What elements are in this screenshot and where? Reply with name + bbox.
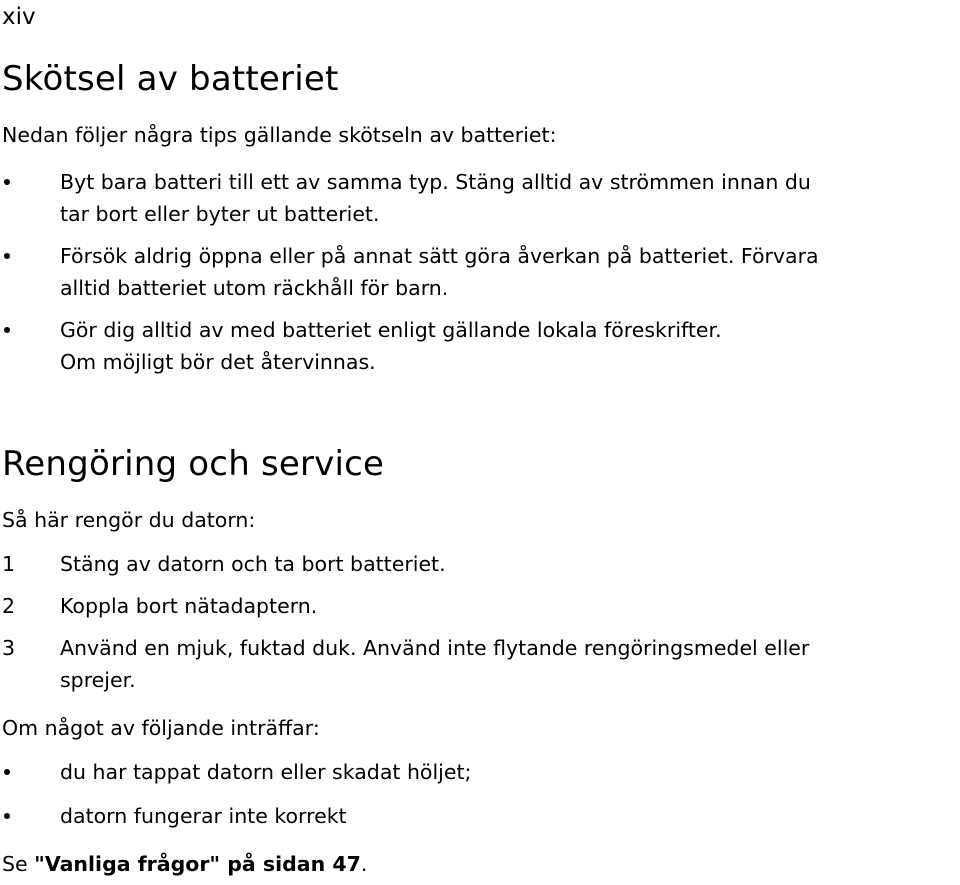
battery-care-heading: Skötsel av batteriet <box>2 59 339 99</box>
bullet-icon <box>4 769 10 775</box>
bullet-icon <box>4 327 10 333</box>
battery-tip-line: Gör dig alltid av med batteriet enligt gällande lokala föreskrifter. <box>60 318 722 342</box>
step-text: sprejer. <box>60 668 136 692</box>
battery-tip-line: tar bort eller byter ut batteriet. <box>60 202 380 226</box>
step-text: Koppla bort nätadaptern. <box>60 594 318 618</box>
cleaning-step-item <box>0 632 960 696</box>
step-text: Använd en mjuk, fuktad duk. Använd inte flytande rengöringsmedel eller <box>60 636 810 660</box>
battery-tip-line: Byt bara batteri till ett av samma typ. Stäng alltid av strömmen innan du <box>60 170 811 194</box>
conditions-intro: Om något av följande inträffar: <box>2 716 320 740</box>
condition-item <box>0 800 960 832</box>
battery-tips-list <box>0 166 960 388</box>
condition-text: datorn fungerar inte korrekt <box>60 804 347 828</box>
see-prefix: Se <box>2 852 35 876</box>
battery-tip-item <box>0 240 960 304</box>
battery-tip-item <box>0 314 960 378</box>
bullet-icon <box>4 179 10 185</box>
step-number: 2 <box>2 594 16 618</box>
battery-tip-line: Försök aldrig öppna eller på annat sätt göra åverkan på batteriet. Förvara <box>60 244 819 268</box>
condition-text: du har tappat datorn eller skadat höljet; <box>60 760 472 784</box>
see-suffix: . <box>360 852 368 876</box>
page-number: xiv <box>2 4 36 30</box>
step-text: Stäng av datorn och ta bort batteriet. <box>60 552 446 576</box>
battery-tip-item <box>0 166 960 230</box>
cleaning-step-item <box>0 590 960 622</box>
cleaning-intro: Så här rengör du datorn: <box>2 508 256 532</box>
cleaning-heading: Rengöring och service <box>2 444 385 484</box>
battery-tip-line: Om möjligt bör det återvinnas. <box>60 350 376 374</box>
faq-page-link[interactable]: "Vanliga frågor" på sidan 47 <box>34 852 361 876</box>
conditions-list <box>0 756 960 844</box>
see-reference <box>2 848 367 880</box>
step-number: 3 <box>2 636 16 660</box>
condition-item <box>0 756 960 788</box>
bullet-icon <box>4 813 10 819</box>
battery-tip-line: alltid batteriet utom räckhåll för barn. <box>60 276 449 300</box>
battery-care-intro: Nedan följer några tips gällande skötseln av batteriet: <box>2 123 557 147</box>
cleaning-steps-list <box>0 548 960 706</box>
step-number: 1 <box>2 552 16 576</box>
bullet-icon <box>4 253 10 259</box>
cleaning-step-item <box>0 548 960 580</box>
